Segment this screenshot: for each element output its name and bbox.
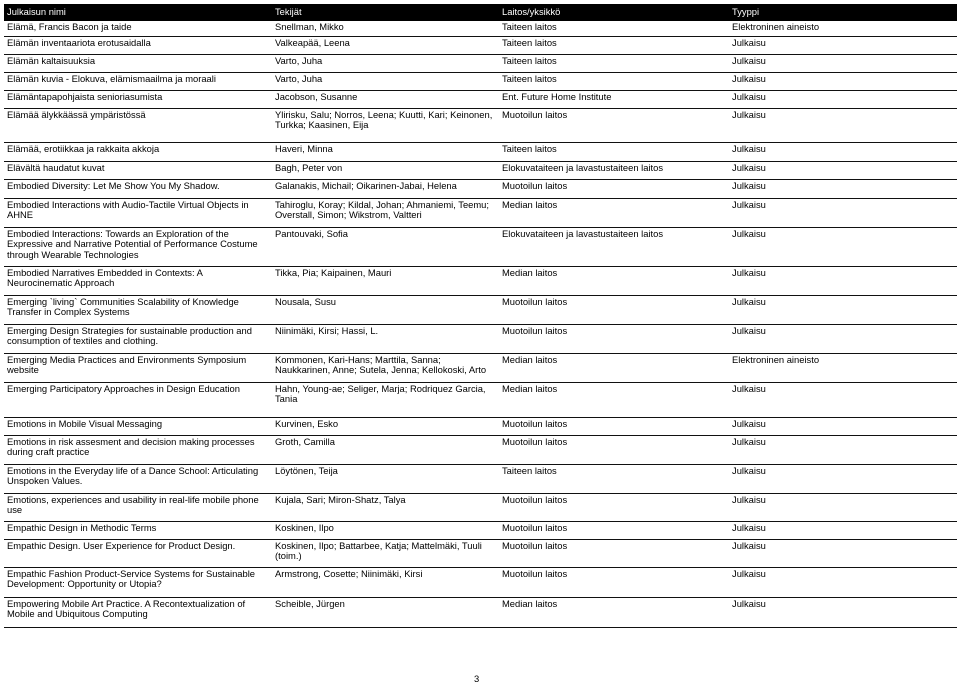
cell-title: Emerging Participatory Approaches in Design Education	[4, 382, 272, 417]
cell-type: Elektroninen aineisto	[729, 21, 957, 36]
cell-department: Muotoilun laitos	[499, 295, 729, 324]
cell-type: Julkaisu	[729, 597, 957, 627]
cell-title: Elämä, Francis Bacon ja taide	[4, 21, 272, 36]
cell-title: Emotions in risk assesment and decision making processes during craft practice	[4, 435, 272, 464]
cell-department: Median laitos	[499, 382, 729, 417]
table-row	[4, 266, 957, 295]
cell-title: Elämää, erotiikkaa ja rakkaita akkoja	[4, 142, 272, 161]
cell-department: Elokuvataiteen ja lavastustaiteen laitos	[499, 227, 729, 266]
cell-authors: Niinimäki, Kirsi; Hassi, L.	[272, 324, 499, 353]
table-row	[4, 54, 957, 72]
cell-type: Julkaisu	[729, 72, 957, 90]
cell-type: Julkaisu	[729, 142, 957, 161]
table-row	[4, 382, 957, 417]
table-row	[4, 464, 957, 493]
cell-authors: Varto, Juha	[272, 72, 499, 90]
cell-title: Elämän kuvia - Elokuva, elämismaailma ja moraali	[4, 72, 272, 90]
cell-authors: Tikka, Pia; Kaipainen, Mauri	[272, 266, 499, 295]
table-row	[4, 21, 957, 36]
table-row	[4, 417, 957, 435]
cell-authors: Bagh, Peter von	[272, 161, 499, 179]
cell-title: Elämän inventaariota erotusaidalla	[4, 36, 272, 54]
cell-type: Julkaisu	[729, 382, 957, 417]
cell-department: Taiteen laitos	[499, 36, 729, 54]
table-row	[4, 539, 957, 567]
cell-authors: Pantouvaki, Sofia	[272, 227, 499, 266]
header-row	[4, 4, 957, 21]
cell-title: Empathic Design in Methodic Terms	[4, 521, 272, 539]
cell-department: Muotoilun laitos	[499, 435, 729, 464]
header-type: Tyyppi	[729, 4, 957, 21]
table-row	[4, 435, 957, 464]
cell-title: Emotions in Mobile Visual Messaging	[4, 417, 272, 435]
cell-type: Julkaisu	[729, 295, 957, 324]
cell-title: Emerging Design Strategies for sustainable production and consumption of textiles and clothing.	[4, 324, 272, 353]
cell-authors: Groth, Camilla	[272, 435, 499, 464]
table-row	[4, 295, 957, 324]
cell-department: Muotoilun laitos	[499, 179, 729, 198]
cell-type: Julkaisu	[729, 227, 957, 266]
cell-type: Julkaisu	[729, 324, 957, 353]
cell-department: Median laitos	[499, 198, 729, 227]
cell-department: Median laitos	[499, 353, 729, 382]
cell-authors: Snellman, Mikko	[272, 21, 499, 36]
cell-department: Median laitos	[499, 597, 729, 627]
cell-title: Embodied Interactions: Towards an Exploration of the Expressive and Narrative Potential of Performance Costume through Wearable Technologies	[4, 227, 272, 266]
cell-title: Empathic Fashion Product-Service Systems for Sustainable Development: Opportunity or Utopia?	[4, 567, 272, 597]
header-authors: Tekijät	[272, 4, 499, 21]
cell-type: Julkaisu	[729, 108, 957, 142]
table-row	[4, 161, 957, 179]
publications-table	[4, 4, 957, 628]
cell-department: Elokuvataiteen ja lavastustaiteen laitos	[499, 161, 729, 179]
table-row	[4, 597, 957, 627]
table-body	[4, 21, 957, 627]
cell-title: Embodied Narratives Embedded in Contexts: A Neurocinematic Approach	[4, 266, 272, 295]
cell-department: Median laitos	[499, 266, 729, 295]
table-row	[4, 36, 957, 54]
cell-type: Julkaisu	[729, 417, 957, 435]
cell-department: Muotoilun laitos	[499, 521, 729, 539]
cell-type: Julkaisu	[729, 161, 957, 179]
cell-type: Elektroninen aineisto	[729, 353, 957, 382]
cell-title: Elämää älykkäässä ympäristössä	[4, 108, 272, 142]
cell-title: Emotions in the Everyday life of a Dance School: Articulating Unspoken Values.	[4, 464, 272, 493]
cell-title: Emotions, experiences and usability in real-life mobile phone use	[4, 493, 272, 521]
cell-department: Ent. Future Home Institute	[499, 90, 729, 108]
page-number: 3	[474, 673, 480, 684]
cell-department: Muotoilun laitos	[499, 539, 729, 567]
cell-department: Muotoilun laitos	[499, 567, 729, 597]
table-row	[4, 198, 957, 227]
cell-title: Empowering Mobile Art Practice. A Recontextualization of Mobile and Ubiquitous Computing	[4, 597, 272, 627]
cell-department: Taiteen laitos	[499, 21, 729, 36]
cell-department: Muotoilun laitos	[499, 108, 729, 142]
cell-type: Julkaisu	[729, 266, 957, 295]
table-row	[4, 142, 957, 161]
cell-department: Taiteen laitos	[499, 72, 729, 90]
cell-title: Elävältä haudatut kuvat	[4, 161, 272, 179]
table-row	[4, 521, 957, 539]
cell-authors: Kujala, Sari; Miron-Shatz, Talya	[272, 493, 499, 521]
table-row	[4, 324, 957, 353]
cell-title: Elämän kaltaisuuksia	[4, 54, 272, 72]
cell-department: Taiteen laitos	[499, 142, 729, 161]
cell-authors: Nousala, Susu	[272, 295, 499, 324]
cell-department: Taiteen laitos	[499, 464, 729, 493]
table-row	[4, 493, 957, 521]
table-row	[4, 567, 957, 597]
table-row	[4, 227, 957, 266]
cell-title: Elämäntapapohjaista senioriasumista	[4, 90, 272, 108]
cell-authors: Haveri, Minna	[272, 142, 499, 161]
cell-title: Embodied Diversity: Let Me Show You My Shadow.	[4, 179, 272, 198]
cell-authors: Armstrong, Cosette; Niinimäki, Kirsi	[272, 567, 499, 597]
cell-authors: Varto, Juha	[272, 54, 499, 72]
cell-type: Julkaisu	[729, 493, 957, 521]
cell-type: Julkaisu	[729, 567, 957, 597]
cell-authors: Jacobson, Susanne	[272, 90, 499, 108]
table-row	[4, 72, 957, 90]
cell-department: Muotoilun laitos	[499, 493, 729, 521]
header-department: Laitos/yksikkö	[499, 4, 729, 21]
cell-department: Muotoilun laitos	[499, 324, 729, 353]
cell-type: Julkaisu	[729, 36, 957, 54]
table-row	[4, 90, 957, 108]
table-row	[4, 179, 957, 198]
cell-type: Julkaisu	[729, 179, 957, 198]
cell-type: Julkaisu	[729, 54, 957, 72]
cell-type: Julkaisu	[729, 521, 957, 539]
cell-authors: Koskinen, Ilpo; Battarbee, Katja; Mattelmäki, Tuuli (toim.)	[272, 539, 499, 567]
cell-title: Emerging Media Practices and Environments Symposium website	[4, 353, 272, 382]
cell-type: Julkaisu	[729, 539, 957, 567]
cell-title: Emerging `living` Communities Scalability of Knowledge Transfer in Complex Systems	[4, 295, 272, 324]
cell-authors: Tahiroglu, Koray; Kildal, Johan; Ahmaniemi, Teemu; Overstall, Simon; Wikstrom, Valtteri	[272, 198, 499, 227]
cell-type: Julkaisu	[729, 90, 957, 108]
cell-department: Muotoilun laitos	[499, 417, 729, 435]
cell-authors: Koskinen, Ilpo	[272, 521, 499, 539]
cell-type: Julkaisu	[729, 435, 957, 464]
table-row	[4, 353, 957, 382]
cell-department: Taiteen laitos	[499, 54, 729, 72]
cell-authors: Hahn, Young-ae; Seliger, Marja; Rodriquez Garcia, Tania	[272, 382, 499, 417]
cell-authors: Scheible, Jürgen	[272, 597, 499, 627]
cell-authors: Kurvinen, Esko	[272, 417, 499, 435]
cell-type: Julkaisu	[729, 198, 957, 227]
cell-title: Embodied Interactions with Audio-Tactile Virtual Objects in AHNE	[4, 198, 272, 227]
cell-authors: Ylirisku, Salu; Norros, Leena; Kuutti, Kari; Keinonen, Turkka; Kaasinen, Eija	[272, 108, 499, 142]
cell-authors: Valkeapää, Leena	[272, 36, 499, 54]
cell-type: Julkaisu	[729, 464, 957, 493]
cell-authors: Löytönen, Teija	[272, 464, 499, 493]
table-row	[4, 108, 957, 142]
cell-authors: Galanakis, Michail; Oikarinen-Jabai, Helena	[272, 179, 499, 198]
table-header	[4, 4, 957, 21]
cell-authors: Kommonen, Kari-Hans; Marttila, Sanna; Naukkarinen, Anne; Sutela, Jenna; Kellokoski, Arto	[272, 353, 499, 382]
cell-title: Empathic Design. User Experience for Product Design.	[4, 539, 272, 567]
header-title: Julkaisun nimi	[4, 4, 272, 21]
